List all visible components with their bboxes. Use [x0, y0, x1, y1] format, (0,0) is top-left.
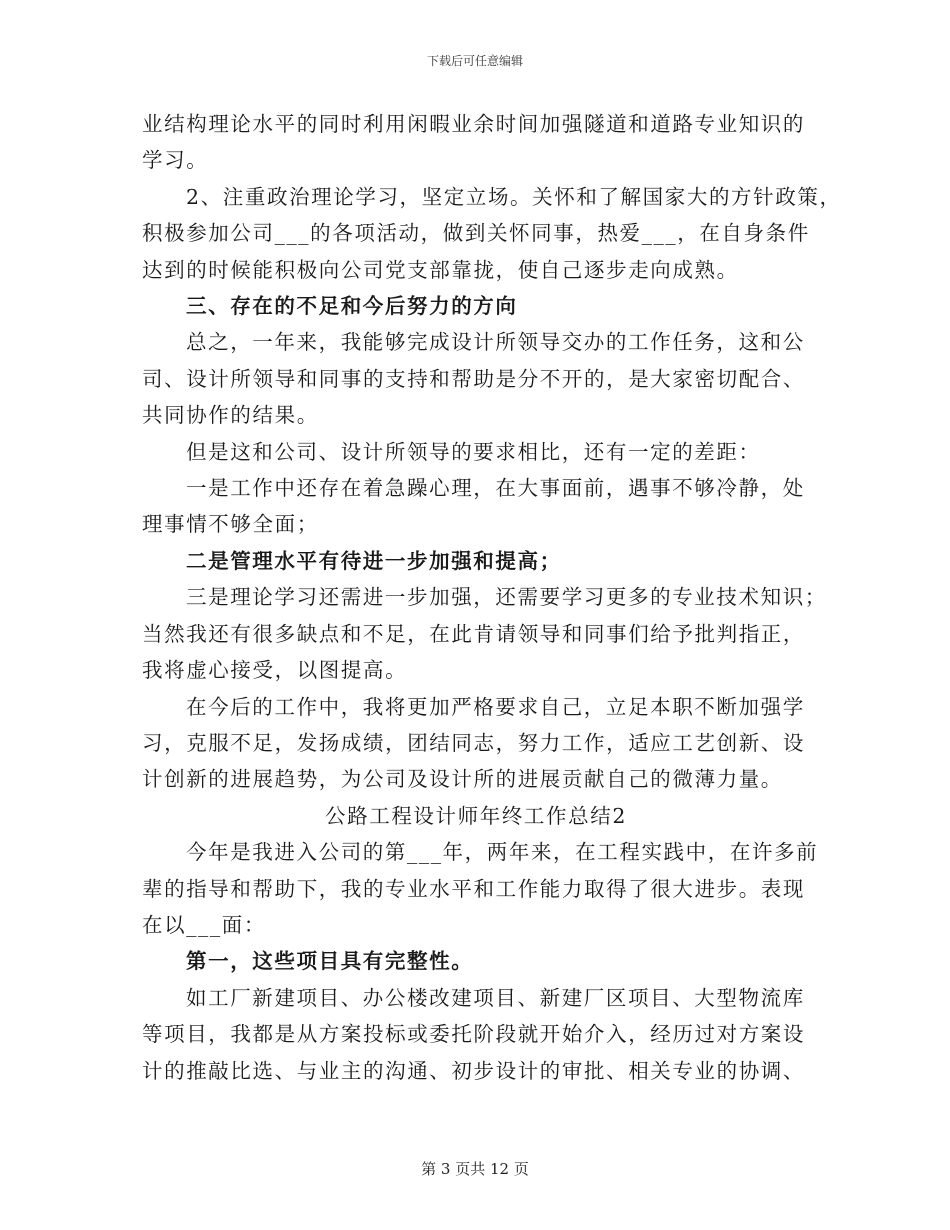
text-line: 等项目，我都是从方案投标或委托阶段就开始介入，经历过对方案设 — [142, 1022, 805, 1047]
text-line: 学习。 — [142, 148, 209, 173]
text-line: 当然我还有很多缺点和不足，在此肯请领导和同事们给予批判指正， — [142, 621, 805, 646]
text-line: 2、注重政治理论学习，坚定立场。关怀和了解国家大的方针政策， — [186, 184, 842, 209]
text-line: 一是工作中还存在着急躁心理，在大事面前，遇事不够冷静，处 — [186, 476, 805, 501]
text-line: 三是理论学习还需进一步加强，还需要学习更多的专业技术知识； — [186, 585, 827, 610]
text-line: 但是这和公司、设计所领导的要求相比，还有一定的差距： — [186, 439, 761, 464]
text-line: 计创新的进展趋势，为公司及设计所的进展贡献自己的微薄力量。 — [142, 767, 783, 792]
text-line: 习，克服不足，发扬成绩，团结同志，努力工作，适应工艺创新、设 — [142, 730, 805, 755]
document-title: 公路工程设计师年终工作总结2 — [325, 803, 627, 828]
section-heading: 三、存在的不足和今后努力的方向 — [186, 294, 518, 319]
document-body — [142, 106, 842, 1089]
text-line: 共同协作的结果。 — [142, 403, 319, 428]
text-line: 司、设计所领导和同事的支持和帮助是分不开的，是大家密切配合、 — [142, 366, 805, 391]
text-line: 在今后的工作中，我将更加严格要求自己，立足本职不断加强学 — [186, 694, 805, 719]
text-line: 我将虚心接受，以图提高。 — [142, 658, 408, 683]
text-line: 辈的指导和帮助下，我的专业水平和工作能力取得了很大进步。表现 — [142, 876, 805, 901]
text-line: 如工厂新建项目、办公楼改建项目、新建厂区项目、大型物流库 — [186, 985, 805, 1010]
page-number: 第 3 页共 12 页 — [421, 1160, 529, 1178]
text-line: 今年是我进入公司的第___年，两年来，在工程实践中，在许多前 — [186, 840, 819, 865]
header-note: 下载后可任意编辑 — [426, 54, 523, 68]
text-line: 计的推敲比选、与业主的沟通、初步设计的审批、相关专业的协调、 — [142, 1058, 805, 1083]
text-line: 业结构理论水平的同时利用闲暇业余时间加强隧道和道路专业知识的 — [142, 112, 805, 136]
bold-line: 二是管理水平有待进一步加强和提高； — [186, 548, 562, 573]
text-line: 理事情不够全面； — [142, 512, 319, 537]
text-line: 积极参加公司___的各项活动，做到关怀同事，热爱___，在自身条件 — [142, 221, 810, 246]
bold-line: 第一，这些项目具有完整性。 — [186, 949, 474, 974]
text-line: 达到的时候能积极向公司党支部靠拢，使自己逐步走向成熟。 — [142, 257, 739, 282]
text-line: 总之，一年来，我能够完成设计所领导交办的工作任务，这和公 — [186, 330, 805, 355]
text-line: 在以___面： — [142, 912, 266, 937]
